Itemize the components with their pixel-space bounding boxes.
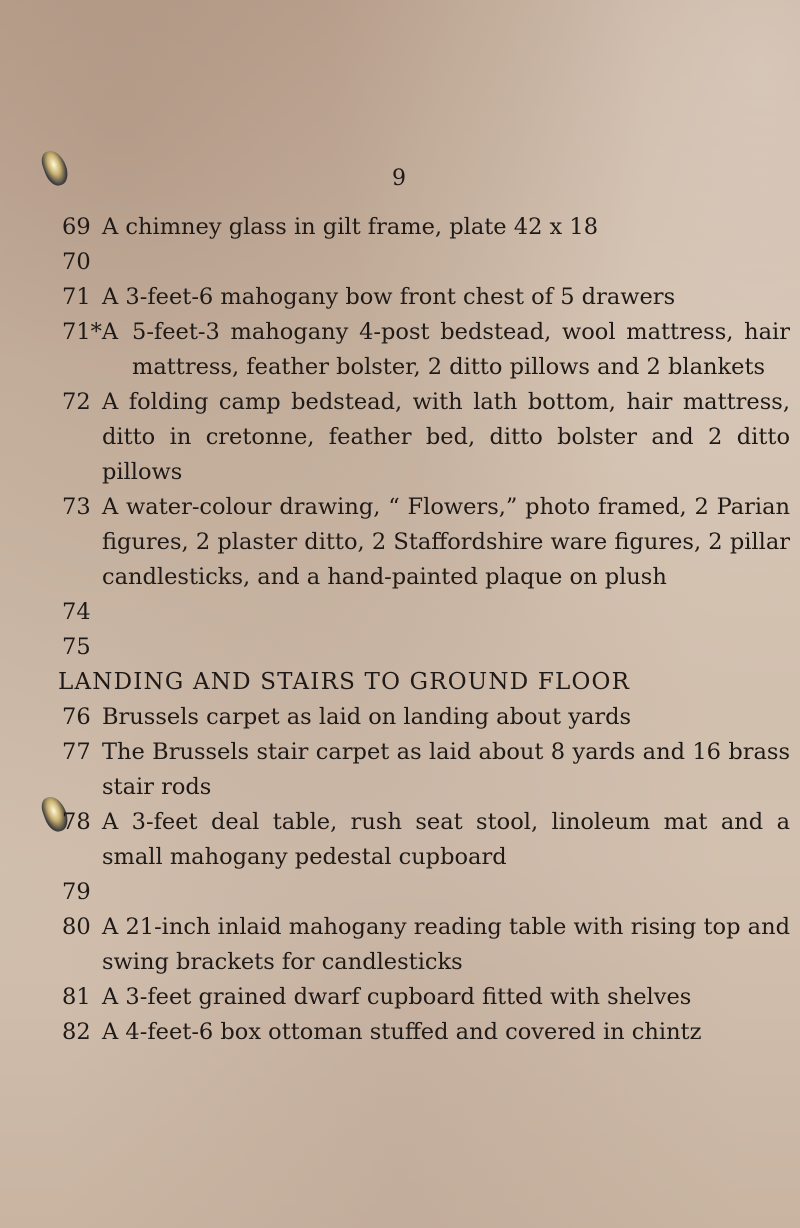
lot-description: 5-feet-3 mahogany 4-post bedstead, wool mattress, hair mattress, feather bolster, 2 ditto pillows and 2 blankets	[132, 319, 790, 380]
list-item	[62, 700, 790, 735]
lot-number: 71*A	[62, 319, 119, 345]
lot-number: 80	[62, 914, 91, 940]
lot-number: 70	[62, 249, 91, 275]
lot-description: A water-colour drawing, “ Flowers,” photo framed, 2 Parian figures, 2 plaster ditto, 2 Staffordshire ware figures, 2 pillar candlesticks, and a hand-painted plaque on plush	[102, 494, 790, 590]
lot-number: 78	[62, 809, 91, 835]
lot-number: 69	[62, 214, 91, 240]
list-item	[62, 210, 790, 245]
lot-description: A 3-feet grained dwarf cupboard fitted with shelves	[102, 984, 692, 1010]
list-item	[62, 1015, 790, 1050]
lot-number: 71	[62, 284, 91, 310]
lot-number: 79	[62, 879, 91, 905]
page-number: 9	[392, 166, 406, 191]
lot-number: 72	[62, 389, 91, 415]
lot-number: 73	[62, 494, 91, 520]
lot-description: A 3-feet-6 mahogany bow front chest of 5 drawers	[102, 284, 676, 310]
list-item	[62, 875, 790, 910]
list-item	[62, 910, 790, 980]
list-item	[62, 385, 790, 490]
lot-description: A 4-feet-6 box ottoman stuffed and covered in chintz	[102, 1019, 702, 1045]
lot-number: 75	[62, 634, 91, 660]
lot-description: Brussels carpet as laid on landing about yards	[102, 704, 632, 730]
lot-number: 81	[62, 984, 91, 1010]
list-item	[62, 315, 790, 385]
list-item	[62, 980, 790, 1015]
lot-description: The Brussels stair carpet as laid about 8 yards and 16 brass stair rods	[102, 739, 790, 800]
lot-description: A 3-feet deal table, rush seat stool, linoleum mat and a small mahogany pedestal cupboard	[102, 809, 790, 870]
lot-number: 76	[62, 704, 91, 730]
lot-number: 77	[62, 739, 91, 765]
catalogue-list	[58, 210, 790, 1050]
list-item	[62, 805, 790, 875]
section-heading: LANDING AND STAIRS TO GROUND FLOOR	[58, 669, 631, 695]
lot-description: A folding camp bedstead, with lath bottom, hair mattress, ditto in cretonne, feather bed, ditto bolster and 2 ditto pillows	[102, 389, 790, 485]
ink-blot-decoration	[39, 147, 72, 188]
lot-number: 74	[62, 599, 91, 625]
lot-description: A chimney glass in gilt frame, plate 42 x 18	[102, 214, 599, 240]
list-item	[62, 735, 790, 805]
lot-number: 82	[62, 1019, 91, 1045]
list-item	[62, 630, 790, 665]
list-item	[62, 245, 790, 280]
list-item	[62, 490, 790, 595]
list-item	[62, 595, 790, 630]
list-item	[62, 280, 790, 315]
lot-description: A 21-inch inlaid mahogany reading table with rising top and swing brackets for candlesticks	[102, 914, 790, 975]
